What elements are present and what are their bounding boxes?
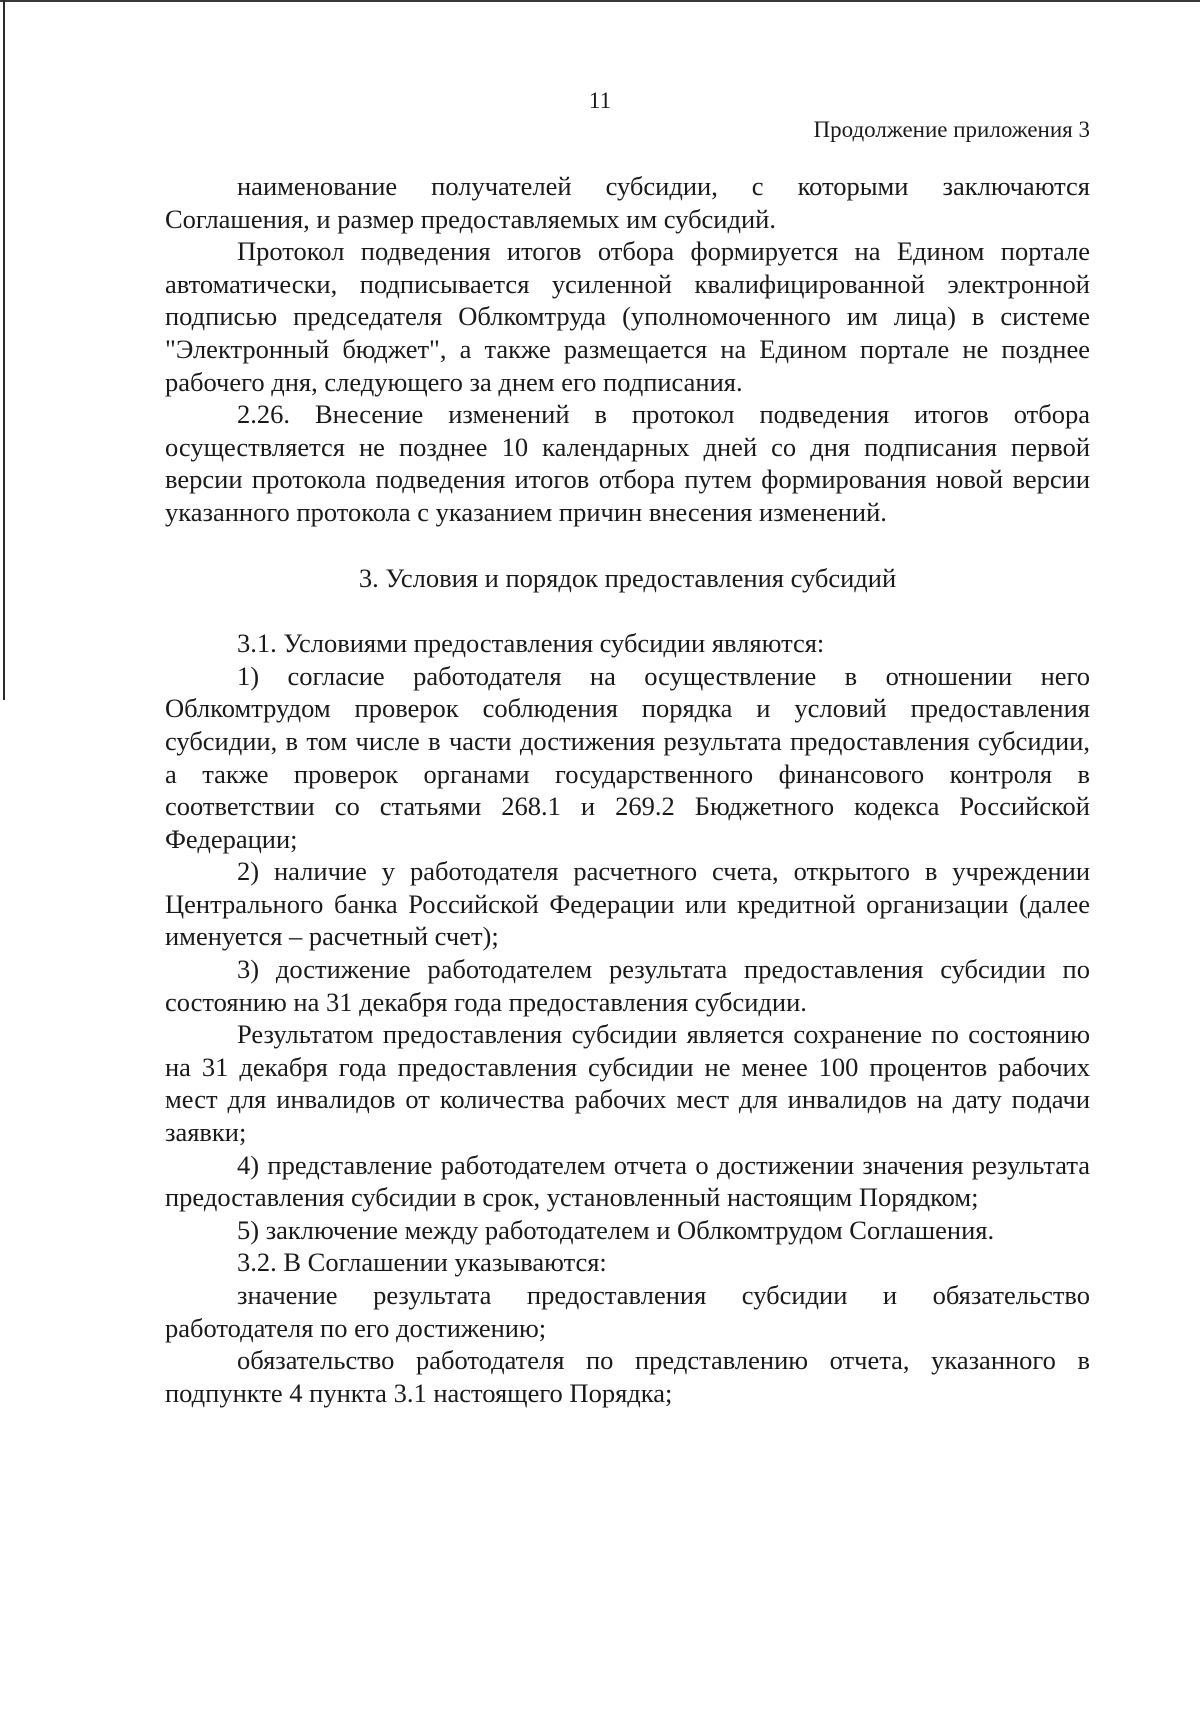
section-heading: 3. Условия и порядок предоставления субсидий [358, 562, 897, 593]
paragraph: 4) представление работодателем отчета о достижении значения результата предоставления субсидии в срок, установленный настоящим Порядком; [165, 1149, 1090, 1213]
paragraph: 3) достижение работодателем результата предоставления субсидии по состоянию на 31 декабря года предоставления субсидии. [165, 954, 1090, 1017]
paragraph: 2) наличие у работодателя расчетного счета, открытого в учреждении Центрального банка Российской Федерации или кредитной организации (далее именуется – расчетный счет); [165, 856, 1090, 952]
paragraph: 5) заключение между работодателем и Облкомтрудом Соглашения. [237, 1214, 995, 1245]
scan-edge-top [0, 0, 1200, 2]
paragraph: 3.2. В Соглашении указываются: [237, 1247, 607, 1278]
paragraph: 1) согласие работодателя на осуществление в отношении него Облкомтрудом проверок соблюдения порядка и условий предоставления субсидии, в том числе в части достижения результата предоставления субсидии, а также проверок органами государственного финансового контроля в соответствии со статьями 268.1 и 269.2 Бюджетного кодекса Российской Федерации; [165, 660, 1090, 854]
appendix-note: Продолжение приложения 3 [813, 117, 1090, 142]
page-number: 11 [588, 88, 612, 113]
paragraph: Протокол подведения итогов отбора формируется на Едином портале автоматически, подписывается усиленной квалифицированной электронной подписью председателя Облкомтруда (уполномоченного им лица) в системе "Электронный бюджет", а также размещается на Едином портале не позднее рабочего дня, следующего за днем его подписания. [165, 236, 1090, 397]
paragraph: 3.1. Условиями предоставления субсидии являются: [237, 628, 825, 659]
document-body [165, 170, 1090, 1409]
paragraph: наименование получателей субсидии, с которыми заключаются Соглашения, и размер предоставляемых им субсидий. [165, 171, 1090, 234]
paragraph: обязательство работодателя по представлению отчета, указанного в подпункте 4 пункта 3.1 настоящего Порядка; [165, 1345, 1090, 1408]
paragraph: значение результата предоставления субсидии и обязательство работодателя по его достижению; [165, 1280, 1090, 1343]
paragraph: 2.26. Внесение изменений в протокол подведения итогов отбора осуществляется не позднее 10 календарных дней со дня подписания первой версии протокола подведения итогов отбора путем формирования новой версии указанного протокола с указанием причин внесения изменений. [165, 399, 1090, 527]
paragraph: Результатом предоставления субсидии является сохранение по состоянию на 31 декабря года предоставления субсидии не менее 100 процентов рабочих мест для инвалидов от количества рабочих мест для инвалидов на дату подачи заявки; [165, 1019, 1090, 1148]
